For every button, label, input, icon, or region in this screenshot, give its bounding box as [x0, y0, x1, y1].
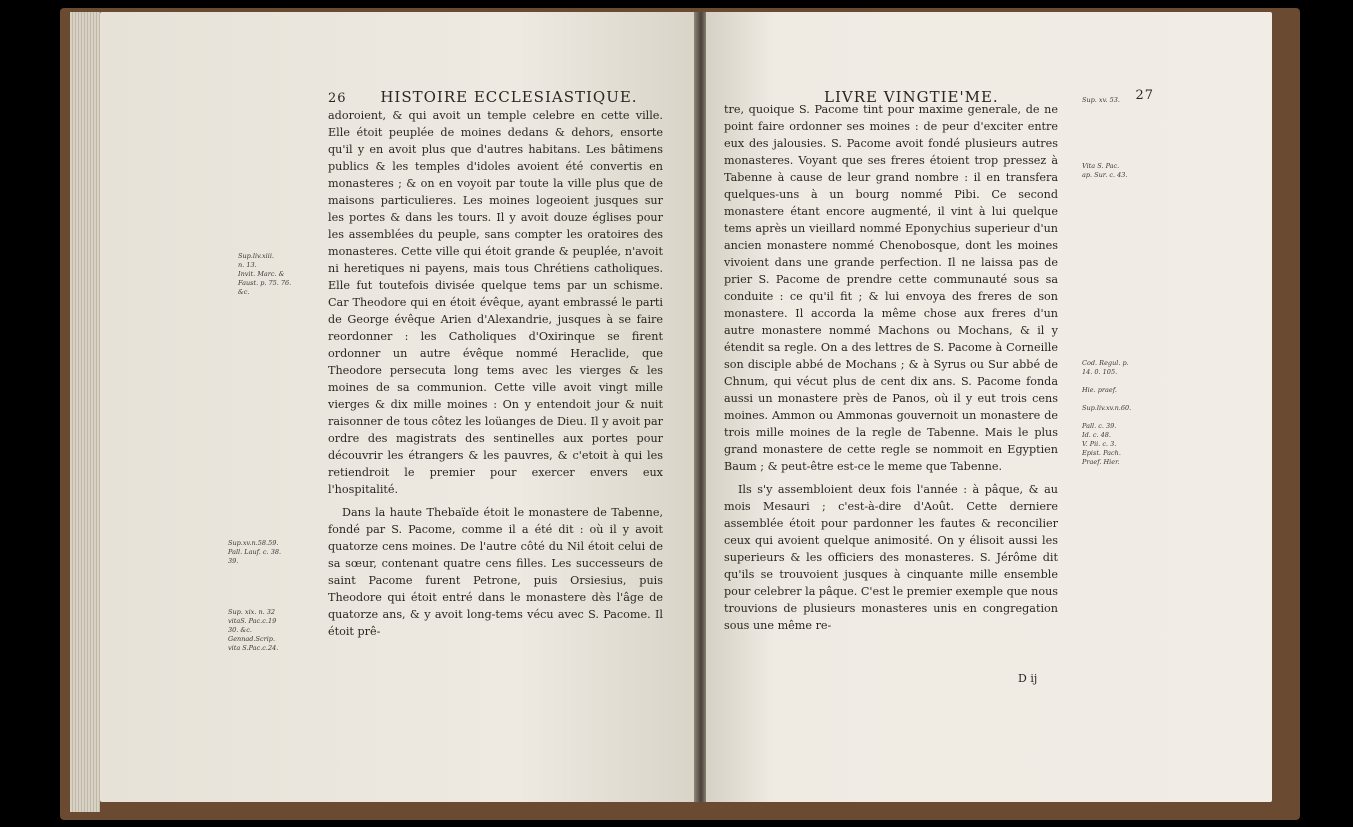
right-paragraph-1: tre, quoique S. Pacome tint pour maxime generale, de ne point faire ordonner ses moines : de peur d'exciter entre eux des jalousies. S. Pacome avoit fondé plusieurs autres monasteres. Voyant que ses freres étoient trop pressez à Tabenne à cause de leur grand nombre : il en transfera quelques-uns à un bourg nommé Pibi. Ce second monastere étant encore augmenté, il vint à lui quelque tems après un vieillard nommé Eponychius superieur d'un ancien monastere nommé Chenobosque, dont les moines vivoient dans une grande perfection. Il ne laissa pas de prier S. Pacome de prendre cette communauté sous sa conduite : ce qu'il fit ; & lui envoya des freres de son monastere. Il accorda la même chose aux freres d'un autre monastere nommé Machons ou Mochans, & il y étendit sa regle. On a des lettres de S. Pacome à Corneille son disciple abbé de Mochans ; & à Syrus ou Sur abbé de Chnum, qui vécut plus de cent dix ans. S. Pacome fonda aussi un monastere près de Panos, où il y eut trois cens moines. Ammon ou Ammonas gouvernoit un monastere de trois mille moines de la regle de Tabenne. Mais le plus grand monastere de cette regle se nommoit en Egyptien Baum ; & peut-être est-ce le meme que Tabenne.: [724, 103, 1058, 473]
left-page: [100, 12, 695, 802]
left-margin-note-3: Sup. xix. n. 32 vitaS. Pac.c.19 30. &c. Gennad.Scrip. vita S.Pac.c.24.: [228, 608, 279, 652]
right-body-text: [724, 101, 1058, 634]
right-page: [706, 12, 1272, 802]
right-margin-note-1: Sup. xv. 53.: [1082, 96, 1120, 104]
right-margin-note-5: Sup.liv.xv.n.60.: [1082, 404, 1132, 412]
right-running-title: LIVRE VINGTIE'ME.: [824, 88, 999, 106]
left-margin-note-1: Sup.liv.xiii. n. 13. Invit. Marc. & Faust. p. 75. 76. &c.: [238, 252, 292, 296]
left-margin-note-2: Sup.xv.n.58.59. Pall. Lauf. c. 38. 39.: [228, 539, 282, 565]
right-paragraph-2: Ils s'y assembloient deux fois l'année : à pâque, & au mois Mesauri ; c'est-à-dire d'Août. Cette derniere assemblée étoit pour pardonner les fautes & reconcilier ceux qui avoient quelque animosité. On y élisoit aussi les superieurs & les officiers des monasteres. S. Jérôme dit qu'ils se trouvoient jusques à cinquante mille ensemble pour celebrer la pâque. C'est le premier exemple que nous trouvions de plusieurs monasteres unis en congregation sous une même re-: [724, 483, 1059, 632]
left-paragraph-1: adoroient, & qui avoit un temple celebre en cette ville. Elle étoit peuplée de moines dedans & dehors, ensorte qu'il y en avoit plus que d'autres habitans. Les bâtimens publics & les temples d'idoles avoient été convertis en monasteres ; & on en voyoit par toute la ville plus que de maisons particulieres. Les moines logeoient jusques sur les portes & dans les tours. Il y avoit douze églises pour les assemblées du peuple, sans compter les oratoires des monasteres. Cette ville qui étoit grande & peuplée, n'avoit ni heretiques ni payens, mais tous Chrétiens catholiques. Elle fut toutefois divisée quelque tems par un schisme. Car Theodore qui en étoit évêque, ayant embrassé le parti de George évêque Arien d'Alexandrie, jusques à se faire reordonner : les Catholiques d'Oxirinque se firent ordonner un autre évêque nommé Heraclide, que Theodore persecuta long tems avec les vierges & les moines de sa communion. Cette ville avoit vingt mille vierges & dix mille moines : On y entendoit jour & nuit raisonner de tous côtez les loüanges de Dieu. Il y avoit par ordre des magistrats des sentinelles aux portes pour découvrir les étrangers & les pauvres, & c'etoit à qui les retiendroit le premier pour exercer envers eux l'hospitalité.: [328, 109, 663, 496]
right-page-number: 27: [1135, 88, 1154, 103]
right-margin-note-4: Hie. praef.: [1082, 386, 1117, 394]
left-running-title: HISTOIRE ECCLESIASTIQUE.: [380, 88, 638, 106]
right-margin-note-6: Pall. c. 39. Id. c. 48. V. Pii. c. 3. Epist. Pach. Praef. Hier.: [1082, 422, 1121, 466]
page-edges: [70, 12, 100, 812]
left-running-head: [328, 88, 663, 106]
left-paragraph-2: Dans la haute Thebaïde étoit le monastere de Tabenne, fondé par S. Pacome, comme il a été dit : où il y avoit quatorze cens moines. De l'autre côté du Nil étoit celui de sa sœur, contenant quatre cens filles. Les successeurs de saint Pacome furent Petrone, puis Orsiesius, puis Theodore qui étoit entré dans le monastere dès l'âge de quatorze ans, & y avoit long-tems vécu avec S. Pacome. Il étoit prê-: [328, 506, 663, 638]
right-margin-note-3: Cod. Regul. p. 14. 0. 105.: [1082, 359, 1129, 376]
signature-mark: D ij: [1018, 672, 1038, 685]
right-margin-note-2: Vita S. Pac. ap. Sur. c. 43.: [1082, 162, 1128, 179]
left-page-number: 26: [328, 91, 347, 106]
left-body-text: [328, 107, 663, 640]
